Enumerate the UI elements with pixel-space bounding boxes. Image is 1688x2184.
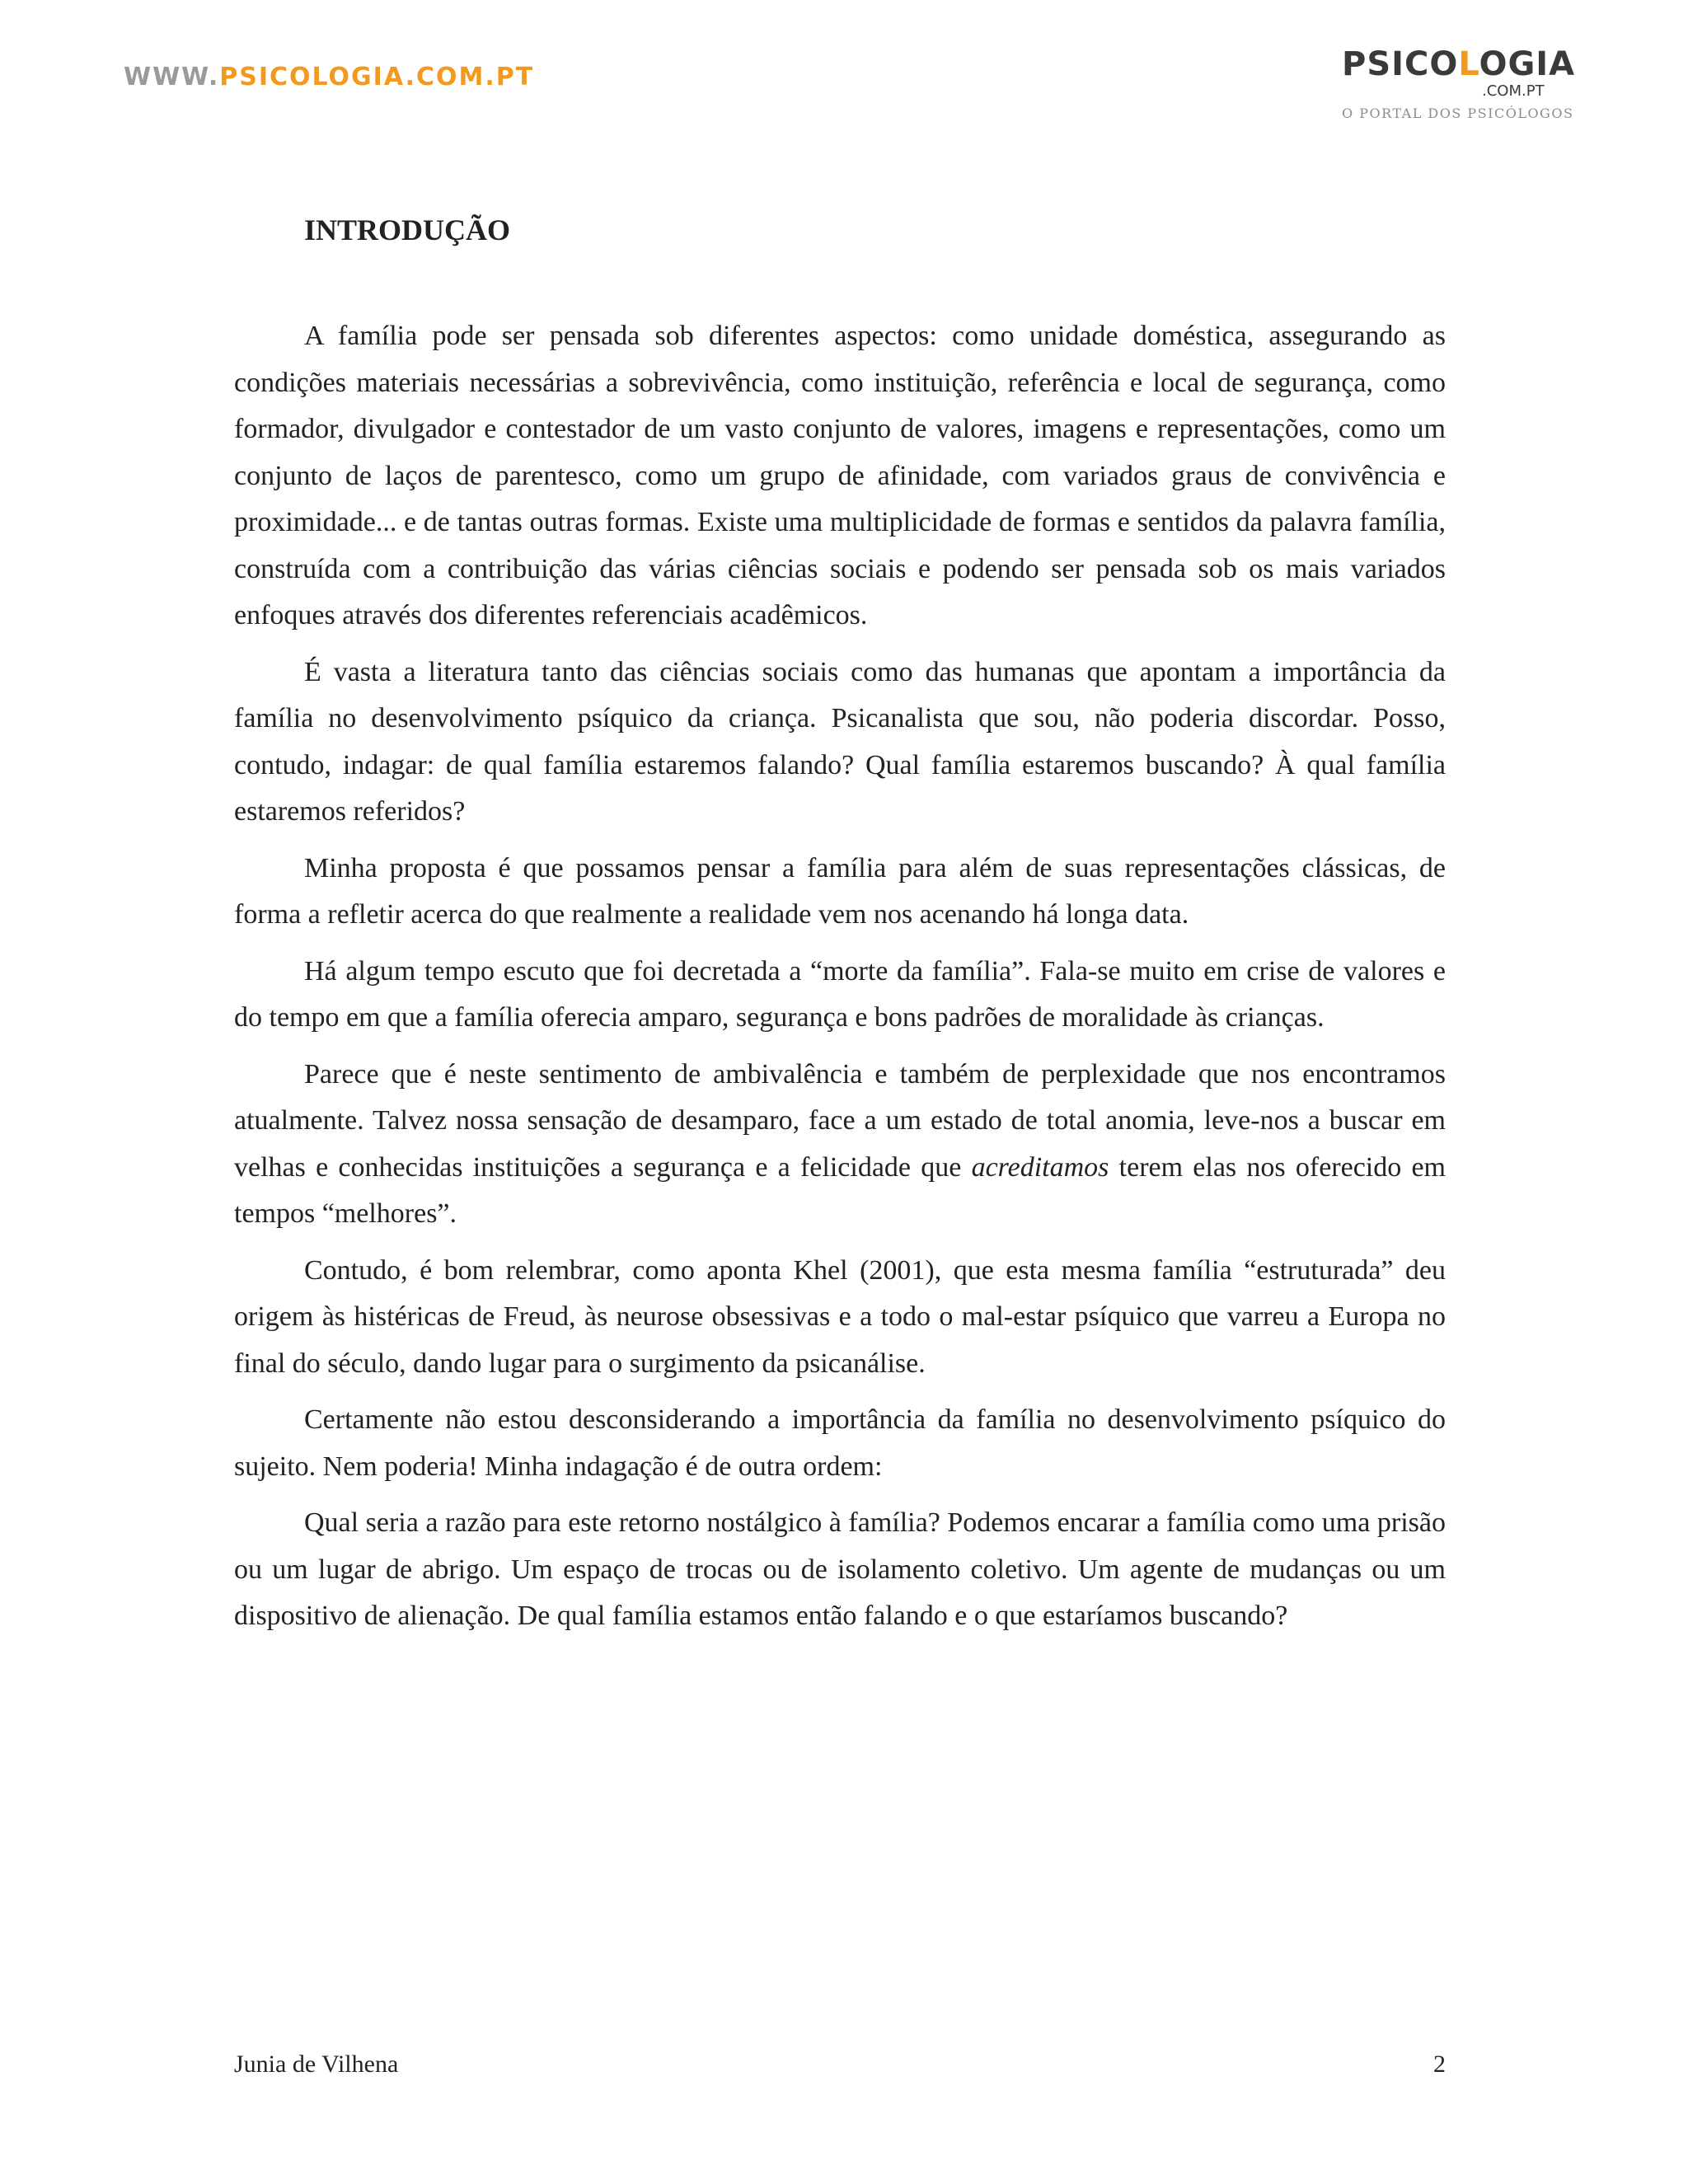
paragraph-1: A família pode ser pensada sob diferentes aspectos: como unidade doméstica, assegurando as condições materiais necessárias a sobrevivência, como instituição, referência e local de segurança, como formador, divulgador e contestador de um vasto conjunto de valores, imagens e representações, como um conjunto de laços de parentesco, como um grupo de afinidade, com variados graus de convivência e proximidade... e de tantas outras formas. Existe uma multiplicidade de formas e sentidos da palavra família, construída com a contribuição das várias ciências sociais e podendo ser pensada sob os mais variados enfoques através dos diferentes referenciais acadêmicos. xyxy=(234,321,1446,630)
paragraph-2: É vasta a literatura tanto das ciências sociais como das humanas que apontam a importância da família no desenvolvimento psíquico da criança. Psicanalista que sou, não poderia discordar. Posso, contudo, indagar: de qual família estaremos falando? Qual família estaremos buscando? À qual família estaremos referidos? xyxy=(234,656,1446,827)
site-url-brand: PSICOLOGIA.COM.PT xyxy=(219,63,535,91)
paragraph-5-italic: acreditamos xyxy=(971,1151,1109,1183)
paragraph-5-after: terem elas nos oferecido em tempos “melhores”. xyxy=(234,1151,1447,1229)
paragraph-5-before: Parece que é neste sentimento de ambivalência e também de perplexidade que nos encontramos atualmente. Talvez nossa sensação de desamparo, face a um estado de total anomia, leve-nos a buscar em velhas e conhecidas instituições a segurança e a felicidade que xyxy=(234,1058,1446,1183)
logo-wordmark xyxy=(1342,45,1576,83)
document-body xyxy=(234,213,1446,1650)
paragraph-7: Certamente não estou desconsiderando a importância da família no desenvolvimento psíquico do sujeito. Nem poderia! Minha indagação é de outra ordem: xyxy=(234,1404,1446,1482)
logo-domain: .COM.PT xyxy=(1482,82,1545,100)
paragraph-6: Contudo, é bom relembrar, como aponta Khel (2001), que esta mesma família “estruturada” deu origem às histéricas de Freud, às neurose obsessivas e a todo o mal-estar psíquico que varreu a Europa no final do século, dando lugar para o surgimento da psicanálise. xyxy=(234,1254,1446,1379)
paragraph-4: Há algum tempo escuto que foi decretada a “morte da família”. Fala-se muito em crise de valores e do tempo em que a família oferecia amparo, segurança e bons padrões de moralidade às crianças. xyxy=(234,955,1446,1033)
brand-logo[interactable] xyxy=(1342,45,1576,125)
page-number: 2 xyxy=(1433,2050,1446,2078)
footer-author: Junia de Vilhena xyxy=(234,2050,399,2078)
logo-text-l: L xyxy=(1458,45,1479,83)
logo-tagline: O PORTAL DOS PSICÓLOGOS xyxy=(1342,105,1574,121)
paragraph-3: Minha proposta é que possamos pensar a família para além de suas representações clássicas, de forma a refletir acerca do que realmente a realidade vem nos acenando há longa data. xyxy=(234,852,1446,930)
logo-text-left: PSICO xyxy=(1342,45,1459,83)
section-heading: INTRODUÇÃO xyxy=(304,213,511,246)
paragraph-5 xyxy=(234,1052,1446,1238)
paragraph-8: Qual seria a razão para este retorno nostálgico à família? Podemos encarar a família como uma prisão ou um lugar de abrigo. Um espaço de trocas ou de isolamento coletivo. Um agente de mudanças ou um dispositivo de alienação. De qual família estamos então falando e o que estaríamos buscando? xyxy=(234,1507,1446,1631)
site-url[interactable] xyxy=(124,63,534,91)
logo-text-right: OGIA xyxy=(1479,45,1576,83)
site-url-prefix: WWW. xyxy=(124,63,220,91)
